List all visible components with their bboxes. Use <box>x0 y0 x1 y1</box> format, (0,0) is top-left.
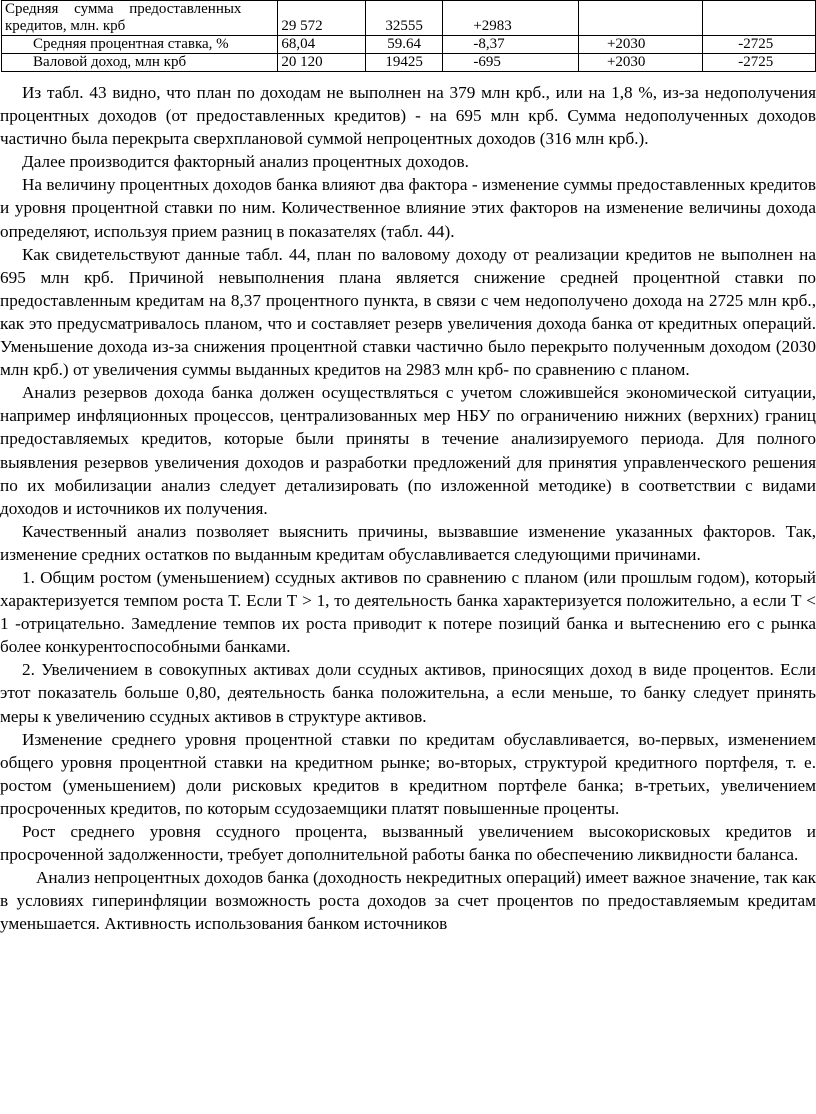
paragraph: На величину процентных доходов банка влияют два фактора - изменение суммы предоставленных кредитов и уровня процентной ставки по ним. Количественное влияние этих факторов на изменение величины дохода определяют, используя прием разниц в показателях (табл. 44). <box>0 175 816 241</box>
table-cell: 20 120 <box>278 54 366 72</box>
table-cell: 59.64 <box>365 36 442 54</box>
table-cell: -695 <box>443 54 579 72</box>
table-cell: -2725 <box>703 36 816 54</box>
row-label: Средняя процентная ставка, % <box>33 36 229 52</box>
table-cell: +2030 <box>578 36 702 54</box>
row-label-line-2: кредитов, млн. крб <box>5 18 126 34</box>
paragraph: Рост среднего уровня ссудного процента, вызванный увеличением высокорисковых кредитов и просроченной задолженности, требует дополнительной работы банка по обеспечению ликвидности баланса. <box>0 822 816 865</box>
table-cell-label <box>2 54 278 72</box>
paragraph: Анализ резервов дохода банка должен осуществляться с учетом сложившейся экономической ситуации, например инфляционных процессов, централизованных мер НБУ по ограничению нижних (верхних) границ предоставляемых кредитов, которые были приняты в течение анализируемого периода. Для полного выявления резервов увеличения доходов и разработки предложений для принятия управленческого решения по их мобилизации анализ следует детализировать (по изложенной методике) в соответствии с видами доходов и источников их получения. <box>0 383 816 518</box>
paragraph: Из табл. 43 видно, что план по доходам не выполнен на 379 млн крб., или на 1,8 %, из-за недополучения процентных доходов (от предоставленных кредитов) - на 695 млн крб. Сумма недополученных доходов частично была перекрыта сверхплановой суммой непроцентных доходов (316 млн крб.). <box>0 83 816 149</box>
paragraph: 1. Общим ростом (уменьшением) ссудных активов по сравнению с планом (или прошлым годом), который характеризуется темпом роста Т. Если Т > 1, то деятельность банка характеризуется положительно, а если Т < 1 -отрицательно. Замедление темпов их роста приводит к потере позиций банка и вытеснению его с рынка более конкурентоспособными банками. <box>0 567 816 657</box>
paragraph: 2. Увеличением в совокупных активах доли ссудных активов, приносящих доход в виде процентов. Если этот показатель больше 0,80, деятельность банка положительна, а если меньше, то банку следует принять меры к увеличению ссудных активов в структуре активов. <box>0 660 816 726</box>
row-label: Валовой доход, млн крб <box>33 54 187 70</box>
table-cell: 29 572 <box>278 1 366 36</box>
income-table <box>1 0 816 72</box>
table-cell: 68,04 <box>278 36 366 54</box>
table-cell: -2725 <box>703 54 816 72</box>
table-cell <box>703 1 816 36</box>
table-cell-label <box>2 36 278 54</box>
table-cell: +2030 <box>578 54 702 72</box>
table-cell: 19425 <box>365 54 442 72</box>
table-row <box>2 54 816 72</box>
paragraph: Анализ непроцентных доходов банка (доходность некредитных операций) имеет важное значение, так как в условиях гиперинфляции возможность роста доходов за счет процентов по предоставляемым кредитам уменьшается. Активность использования банком источников <box>0 868 816 934</box>
row-label-line-1: Средняя сумма предоставленных <box>5 1 242 17</box>
table-cell: +2983 <box>443 1 579 36</box>
paragraph: Далее производится факторный анализ процентных доходов. <box>22 152 469 172</box>
body-text <box>0 81 816 935</box>
paragraph: Качественный анализ позволяет выяснить причины, вызвавшие изменение указанных факторов. Так, изменение средних остатков по выданным кредитам обуславливается следующими причинами. <box>0 521 816 564</box>
paragraph: Изменение среднего уровня процентной ставки по кредитам обуславливается, во-первых, изменением общего уровня процентной ставки на кредитном рынке; во-вторых, структурой кредитного портфеля, т. е. ростом (уменьшением) доли рисковых кредитов в кредитном портфеле банка; в-третьих, увеличением просроченных кредитов, по которым ссудозаемщики платят повышенные проценты. <box>0 729 816 818</box>
table-cell: -8,37 <box>443 36 579 54</box>
table-cell-label <box>2 1 278 36</box>
table-row <box>2 36 816 54</box>
paragraph: Как свидетельствуют данные табл. 44, план по валовому доходу от реализации кредитов не выполнен на 695 млн крб. Причиной невыполнения плана является снижение средней процентной ставки по предоставленным кредитам на 8,37 процентного пункта, в связи с чем недополучено дохода на 2725 млн крб., как это предусматривалось планом, что и составляет резерв увеличения дохода банка от кредитных операций. Уменьшение дохода из-за снижения процентной ставки частично было перекрыто полученным доходом (2030 млн крб.) от увеличения суммы выданных кредитов на 2983 млн крб- по сравнению с планом. <box>0 244 816 380</box>
table-row <box>2 1 816 36</box>
table-cell: 32555 <box>365 1 442 36</box>
table-cell <box>578 1 702 36</box>
